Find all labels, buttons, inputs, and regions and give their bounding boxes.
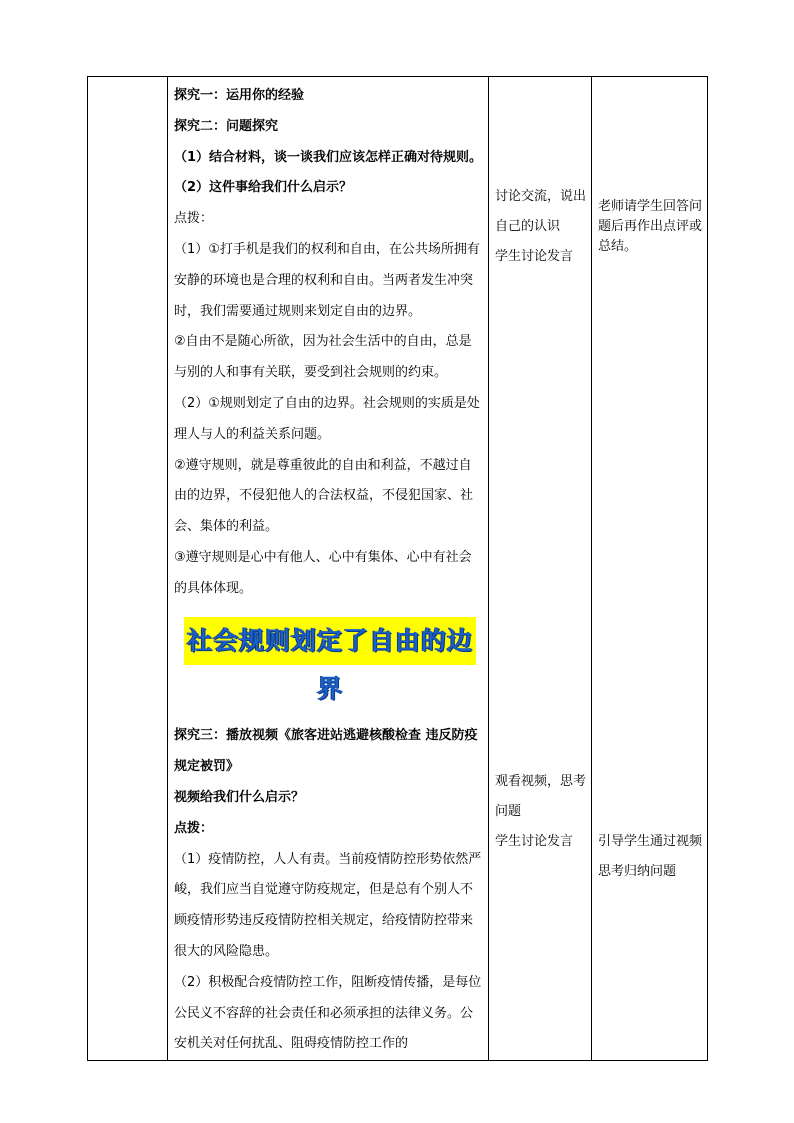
lesson-table	[87, 76, 708, 1061]
answer-2-part-1: （2）①规则划定了自由的边界。社会规则的实质是处理人与人的利益关系问题。	[174, 395, 480, 442]
heading-inquiry-3: 探究三：播放视频《旅客进站逃避核酸检查 违反防疫规定被罚》	[174, 728, 478, 775]
answer-2-part-3: ③遵守规则是心中有他人、心中有集体、心中有社会的具体体现。	[174, 549, 472, 596]
teacher-note-2-text: 引导学生通过视频思考归纳问题	[598, 834, 703, 879]
student-note-1	[489, 182, 591, 272]
banner-wrapper	[184, 617, 484, 710]
teacher-note-2	[592, 827, 707, 887]
heading-inquiry-2: 探究二：问题探究	[174, 118, 279, 134]
banner-slogan: 社会规则划定了自由的边界	[184, 617, 476, 665]
hint-label-2: 点拨：	[174, 820, 214, 836]
activity-cell	[168, 77, 489, 1061]
student-note-2	[489, 767, 591, 857]
student-note-3-text: 观看视频，思考问题	[495, 774, 587, 819]
student-note-4-text: 学生讨论发言	[495, 834, 574, 849]
hint-label: 点拨：	[174, 211, 214, 227]
segment-cell	[88, 77, 168, 1061]
question-2: （2）这件事给我们什么启示？	[174, 180, 353, 196]
answer-1-part-1: （1）①打手机是我们的权利和自由，在公共场所拥有安静的环境也是合理的权利和自由。当两者发生冲突时，我们需要通过规则来划定自由的边界。	[174, 241, 480, 319]
teacher-note-1-text: 老师请学生回答问题后再作出点评或总结。	[598, 199, 703, 254]
teacher-intent-cell	[592, 77, 708, 1061]
heading-inquiry-1: 探究一：运用你的经验	[174, 88, 305, 103]
question-1: （1）结合材料，谈一谈我们应该怎样正确对待规则。	[174, 149, 483, 165]
answer-1-part-2: ②自由不是随心所欲，因为社会生活中的自由，总是与别的人和事有关联，要受到社会规则的约束。	[174, 334, 472, 381]
student-note-1-text: 讨论交流，说出自己的认识	[495, 189, 587, 234]
answer-3-part-1: （1）疫情防控，人人有责。当前疫情防控形势依然严峻，我们应当自觉遵守防疫规定，但是总有个别人不顾疫情形势违反疫情防控相关规定，给疫情防控带来很大的风险隐患。	[174, 851, 482, 959]
question-3: 视频给我们什么启示？	[174, 789, 305, 805]
answer-2-part-2: ②遵守规则，就是尊重彼此的自由和利益，不越过自由的边界，不侵犯他人的合法权益，不侵犯国家、社会、集体的利益。	[174, 457, 474, 535]
student-note-2-text: 学生讨论发言	[495, 249, 574, 264]
teacher-note-1	[592, 197, 707, 257]
student-activity-cell	[489, 77, 592, 1061]
answer-3-part-2: （2）积极配合疫情防控工作，阻断疫情传播，是每位公民义不容辞的社会责任和必须承担的法律义务。公安机关对任何扰乱、阻碍疫情防控工作的	[174, 974, 482, 1052]
